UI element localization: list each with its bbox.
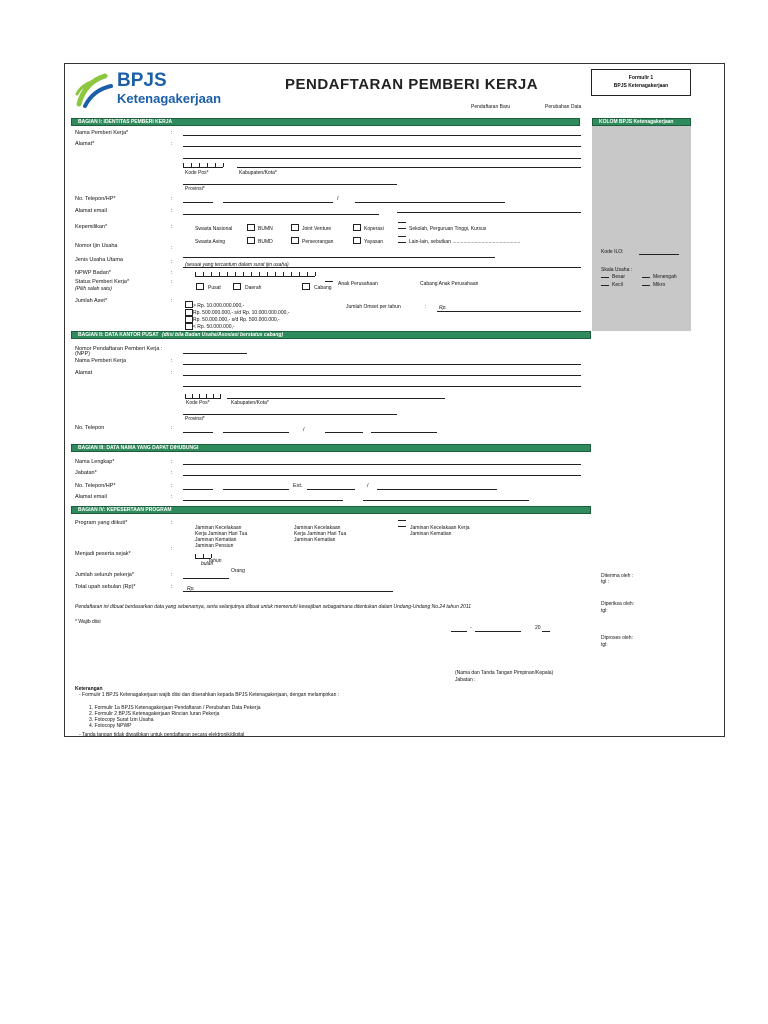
business-type-note: (sesuai yang tercantum dalam surat ijin usaha) xyxy=(185,262,289,268)
asset-1-checkbox[interactable] xyxy=(185,301,193,308)
city-label: Kabupaten/Kota* xyxy=(239,170,277,176)
own-yayasan: Yayasan xyxy=(364,239,384,245)
omzet-colon: : xyxy=(425,304,427,310)
address-line-1[interactable] xyxy=(183,146,581,147)
colon: : xyxy=(171,279,173,285)
npp-label-2: (NPP) xyxy=(75,351,90,357)
scale-medium-box[interactable] xyxy=(642,277,650,278)
own-koperasi-checkbox[interactable] xyxy=(353,224,361,231)
phone-area-line[interactable] xyxy=(183,202,213,203)
notes-item-3: 3. Fotocopy Surat Izin Usaha xyxy=(89,717,154,723)
employer-name-label: Nama Pemberi Kerja* xyxy=(75,130,129,136)
ilo-code-line[interactable] xyxy=(639,254,679,255)
business-type-label: Jenis Usaha Utama xyxy=(75,257,123,263)
status-cabang-checkbox[interactable] xyxy=(302,283,310,290)
postal-code-boxes[interactable] xyxy=(183,163,223,169)
date-month-line[interactable] xyxy=(475,631,521,632)
address-line-2[interactable] xyxy=(183,158,581,159)
notes-item-1: 1. Formulir 1a BPJS Ketenagakerjaan Pendaftaran / Perubahan Data Pekerja xyxy=(89,705,261,711)
business-scale-label: Skala Usaha : xyxy=(601,267,633,273)
hq-phone-area-line[interactable] xyxy=(183,432,213,433)
colon: : xyxy=(171,494,173,500)
hq-name-line[interactable] xyxy=(183,364,581,365)
hq-mobile-area-line[interactable] xyxy=(325,432,363,433)
colon: : xyxy=(171,141,173,147)
contact-email-line-2[interactable] xyxy=(363,500,529,501)
postal-code-label: Kode Pos* xyxy=(185,170,209,176)
own-bumn: BUMN xyxy=(258,226,273,232)
status-pusat: Pusat xyxy=(208,285,221,291)
hq-phone-slash: / xyxy=(303,427,305,433)
program-col3-box[interactable] xyxy=(398,520,406,521)
own-sekolah-box-2 xyxy=(398,228,406,229)
scale-micro: Mikro xyxy=(653,282,666,288)
colon: : xyxy=(171,572,173,578)
received-date-label: tgl : xyxy=(601,579,610,585)
contact-phone-label: No. Telepon/HP* xyxy=(75,483,116,489)
mobile-line[interactable] xyxy=(355,202,505,203)
ownership-label: Kepemilikan* xyxy=(75,224,108,230)
processed-date-label: tgl: xyxy=(601,642,608,648)
program-col3-1: Jaminan Kecelakaan Kerja xyxy=(410,525,470,531)
npwp-boxes[interactable] xyxy=(195,272,315,278)
status-daerah-checkbox[interactable] xyxy=(233,283,241,290)
npp-label: Nomor Pendaftaran Pemberi Kerja : xyxy=(75,346,163,352)
date-place-line[interactable] xyxy=(451,631,467,632)
hq-phone-label: No. Telepon xyxy=(75,425,105,431)
notes-item-4: 4. Fotocopy NPWP xyxy=(89,723,132,729)
employer-status-label: Status Pemberi Kerja* xyxy=(75,279,130,285)
received-by-label: Diterima oleh : xyxy=(601,573,634,579)
colon: : xyxy=(171,270,173,276)
declaration-text: Pendaftaran ini dibuat berdasarkan data yang sebenarnya, serta selanjutnya dibuat untuk memenuhi kewajiban sebagaimana ditentukan dalam Undang-Undang No.24 tahun 2011 xyxy=(75,604,472,610)
colon: : xyxy=(171,259,173,265)
hq-name-label: Nama Pemberi Kerja xyxy=(75,358,127,364)
workers-label: Jumlah seluruh pekerja* xyxy=(75,572,135,578)
status-anak-box[interactable] xyxy=(325,281,333,282)
colon: : xyxy=(171,130,173,136)
hq-province-label: Provinsi* xyxy=(185,416,205,422)
processed-by-label: Diproses oleh: xyxy=(601,635,633,641)
city-line[interactable] xyxy=(237,167,581,168)
since-label: Menjadi peserta sejak* xyxy=(75,551,131,557)
ilo-code-label: Kode ILO: xyxy=(601,249,624,255)
colon: : xyxy=(171,224,173,230)
asset-3: Rp. 50.000.000,- s/d Rp. 500.000.000,- xyxy=(193,317,280,323)
orang-label: Orang xyxy=(231,568,245,574)
status-pusat-checkbox[interactable] xyxy=(196,283,204,290)
bpjs-logo xyxy=(71,70,221,110)
program-col1-2: Kerja Jaminan Hari Tua xyxy=(195,531,248,537)
signature-position-label: Jabatan : xyxy=(455,677,476,683)
hq-province-line[interactable] xyxy=(183,414,397,415)
since-month-label: bulan xyxy=(201,561,214,567)
status-anak-perusahaan: Anak Perusahaan xyxy=(338,281,378,287)
asset-1: > Rp. 10.000.000.000,- xyxy=(193,303,245,309)
employer-name-line[interactable] xyxy=(183,135,581,136)
required-note: * Wajib diisi xyxy=(75,619,101,625)
page-title: PENDAFTARAN PEMBERI KERJA xyxy=(285,76,539,93)
npwp-label: NPWP Badan* xyxy=(75,270,111,276)
notes-title: Keterangan xyxy=(75,686,103,692)
own-bumn-checkbox[interactable] xyxy=(247,224,255,231)
own-bumd-checkbox[interactable] xyxy=(247,237,255,244)
checked-by-label: Diperiksa oleh: xyxy=(601,601,635,607)
employer-status-note: (Pilih salah satu) xyxy=(75,286,112,292)
contact-phone-line[interactable] xyxy=(223,489,289,490)
colon: : xyxy=(171,483,173,489)
wages-line[interactable] xyxy=(183,591,393,592)
hq-postal-label: Kode Pos* xyxy=(186,400,210,406)
program-col1-1: Jaminan Kecelakaan xyxy=(195,525,242,531)
hq-address-line-2[interactable] xyxy=(183,386,581,387)
hq-address-line-1[interactable] xyxy=(183,375,581,376)
colon: : xyxy=(171,459,173,465)
address-label: Alamat* xyxy=(75,141,95,147)
contact-mobile-line[interactable] xyxy=(377,489,497,490)
date-dash: - xyxy=(470,625,472,631)
logo-swoosh-icon xyxy=(71,70,119,110)
form-org: BPJS Ketenagakerjaan xyxy=(613,83,669,89)
phone-number-line[interactable] xyxy=(223,202,333,203)
contact-ext-line[interactable] xyxy=(307,489,355,490)
asset-3-checkbox[interactable] xyxy=(185,316,193,323)
signature-name-label: (Nama dan Tanda Tangan Pimpinan/Kepala) xyxy=(455,670,554,676)
notes-line-1: - Formulir 1 BPJS Ketenagakerjaan wajib diisi dan diserahkan kepada BPJS Ketenagakerjaan, dengan melampirkan : xyxy=(79,692,340,698)
hq-address-label: Alamat xyxy=(75,370,93,376)
status-cabang-anak: Cabang Anak Perusahaan xyxy=(420,281,479,287)
scale-small: Kecil xyxy=(612,282,623,288)
contact-position-line[interactable] xyxy=(183,475,581,476)
email-label: Alamat email xyxy=(75,208,107,214)
colon: : xyxy=(171,196,173,202)
status-daerah: Daerah xyxy=(245,285,262,291)
contact-name-line[interactable] xyxy=(183,464,581,465)
date-year-prefix: 20 xyxy=(535,625,541,631)
section-3-bar: BAGIAN III: DATA NAMA YANG DAPAT DIHUBUNGI xyxy=(71,444,591,452)
program-col1-4: Jaminan Pensiun xyxy=(195,543,234,549)
own-perseorangan-checkbox[interactable] xyxy=(291,237,299,244)
own-joint-venture: Joint Venture xyxy=(302,226,332,232)
colon: : xyxy=(171,425,173,431)
own-joint-venture-checkbox[interactable] xyxy=(291,224,299,231)
own-bumd: BUMD xyxy=(258,239,273,245)
program-col1-3: Jaminan Kematian xyxy=(195,537,237,543)
colon: : xyxy=(171,298,173,304)
own-other: Lain-lain, sebutkan ................................................. xyxy=(409,239,521,245)
own-swasta-asing: Swasta Asing xyxy=(195,239,226,245)
colon: : xyxy=(171,520,173,526)
own-koperasi: Koperasi xyxy=(364,226,384,232)
workers-line[interactable] xyxy=(183,578,229,579)
hq-city-line[interactable] xyxy=(227,398,445,399)
phone-label: No. Telepon/HP* xyxy=(75,196,116,202)
asset-4-checkbox[interactable] xyxy=(185,323,193,330)
asset-2-checkbox[interactable] xyxy=(185,309,193,316)
program-col2-1: Jaminan Kecelakaan xyxy=(294,525,341,531)
since-year-label: tahun xyxy=(209,558,222,564)
omzet-rp: Rp. xyxy=(439,305,447,311)
program-label: Program yang diikuti* xyxy=(75,520,128,526)
province-line[interactable] xyxy=(183,184,397,185)
omzet-line[interactable] xyxy=(437,311,581,312)
logo-sub-text: Ketenagakerjaan xyxy=(117,91,222,106)
contact-ext-label: Ext. xyxy=(293,483,303,489)
asset-4: < Rp. 50.000.000,- xyxy=(193,324,235,330)
contact-phone-area-line[interactable] xyxy=(183,489,213,490)
section-2-note: (diisi bila Badan Usaha/Asosiasi berstatus cabang) xyxy=(161,332,284,338)
asset-2: Rp. 500.000.000,- s/d Rp. 10.000.000.000,- xyxy=(193,310,290,316)
email-line-1[interactable] xyxy=(183,214,379,215)
license-label: Nomor Ijin Usaha xyxy=(75,243,118,249)
bpjs-column-bar: KOLOM BPJS Ketenagakerjaan xyxy=(592,118,691,126)
form-number: Formulir 1 xyxy=(628,75,654,81)
hq-mobile-line[interactable] xyxy=(371,432,437,433)
option-data-change[interactable]: Perubahan Data xyxy=(545,104,582,110)
scale-big-box[interactable] xyxy=(601,277,609,278)
npp-line[interactable] xyxy=(183,353,247,354)
checked-date-label: tgl: xyxy=(601,608,608,614)
phone-slash: / xyxy=(337,196,339,202)
contact-position-label: Jabatan* xyxy=(75,470,97,476)
notes-last: - Tanda tangan tidak diwajibkan untuk pendaftaran secara elektronik/digital xyxy=(79,732,245,737)
colon: : xyxy=(171,370,173,376)
status-cabang: Cabang xyxy=(314,285,332,291)
wages-rp: Rp. xyxy=(187,586,195,592)
section-2-bar xyxy=(71,331,591,339)
contact-email-line-1[interactable] xyxy=(183,500,343,501)
program-col2-2: Kerja Jaminan Hari Tua xyxy=(294,531,347,537)
contact-email-label: Alamat email xyxy=(75,494,107,500)
scale-small-box[interactable] xyxy=(601,285,609,286)
date-year-line[interactable] xyxy=(542,631,550,632)
form-frame xyxy=(64,63,725,737)
colon: : xyxy=(171,546,173,552)
own-sekolah-box[interactable] xyxy=(398,222,406,223)
bpjs-office-column xyxy=(592,126,691,331)
email-line-2[interactable] xyxy=(397,212,581,213)
colon: : xyxy=(171,245,173,251)
colon: : xyxy=(171,584,173,590)
assets-label: Jumlah Aset* xyxy=(75,298,108,304)
program-col3-box-2 xyxy=(398,526,406,527)
own-other-box[interactable] xyxy=(398,236,406,237)
scale-big: Besar xyxy=(612,274,626,280)
hq-phone-number-line[interactable] xyxy=(223,432,289,433)
wages-label: Total upah sebulan (Rp)* xyxy=(75,584,136,590)
section-2-title: BAGIAN II: DATA KANTOR PUSAT xyxy=(78,332,159,338)
section-4-bar: BAGIAN IV: KEPESERTAAN PROGRAM xyxy=(71,506,591,514)
colon: : xyxy=(171,470,173,476)
scale-micro-box[interactable] xyxy=(642,285,650,286)
license-line[interactable] xyxy=(183,257,495,258)
colon: : xyxy=(171,358,173,364)
logo-bpjs-text: BPJS xyxy=(117,70,167,91)
scale-medium: Menengah xyxy=(653,274,677,280)
own-perseorangan: Perseorangan xyxy=(302,239,334,245)
section-1-bar: BAGIAN I: IDENTITAS PEMBERI KERJA xyxy=(71,118,580,126)
hq-city-label: Kabupaten/Kota* xyxy=(231,400,269,406)
contact-slash: / xyxy=(367,483,369,489)
omzet-label: Jumlah Omset per tahun xyxy=(346,304,401,310)
own-yayasan-checkbox[interactable] xyxy=(353,237,361,244)
option-new-registration[interactable]: Pendaftaran Baru xyxy=(471,104,511,110)
contact-name-label: Nama Lengkap* xyxy=(75,459,115,465)
program-col2-3: Jaminan Kematian xyxy=(294,537,336,543)
colon: : xyxy=(171,208,173,214)
own-sekolah: Sekolah, Perguruan Tinggi, Kursus xyxy=(409,226,487,232)
program-col3-2: Jaminan Kematian xyxy=(410,531,452,537)
own-swasta-nasional: Swasta Nasional xyxy=(195,226,233,232)
own-other-box-2 xyxy=(398,242,406,243)
form-number-box xyxy=(591,69,691,96)
notes-item-2: 2. Formulir 2 BPJS Ketenagakerjaan Rincian Iuran Pekerja xyxy=(89,711,220,717)
province-label: Provinsi* xyxy=(185,186,205,192)
